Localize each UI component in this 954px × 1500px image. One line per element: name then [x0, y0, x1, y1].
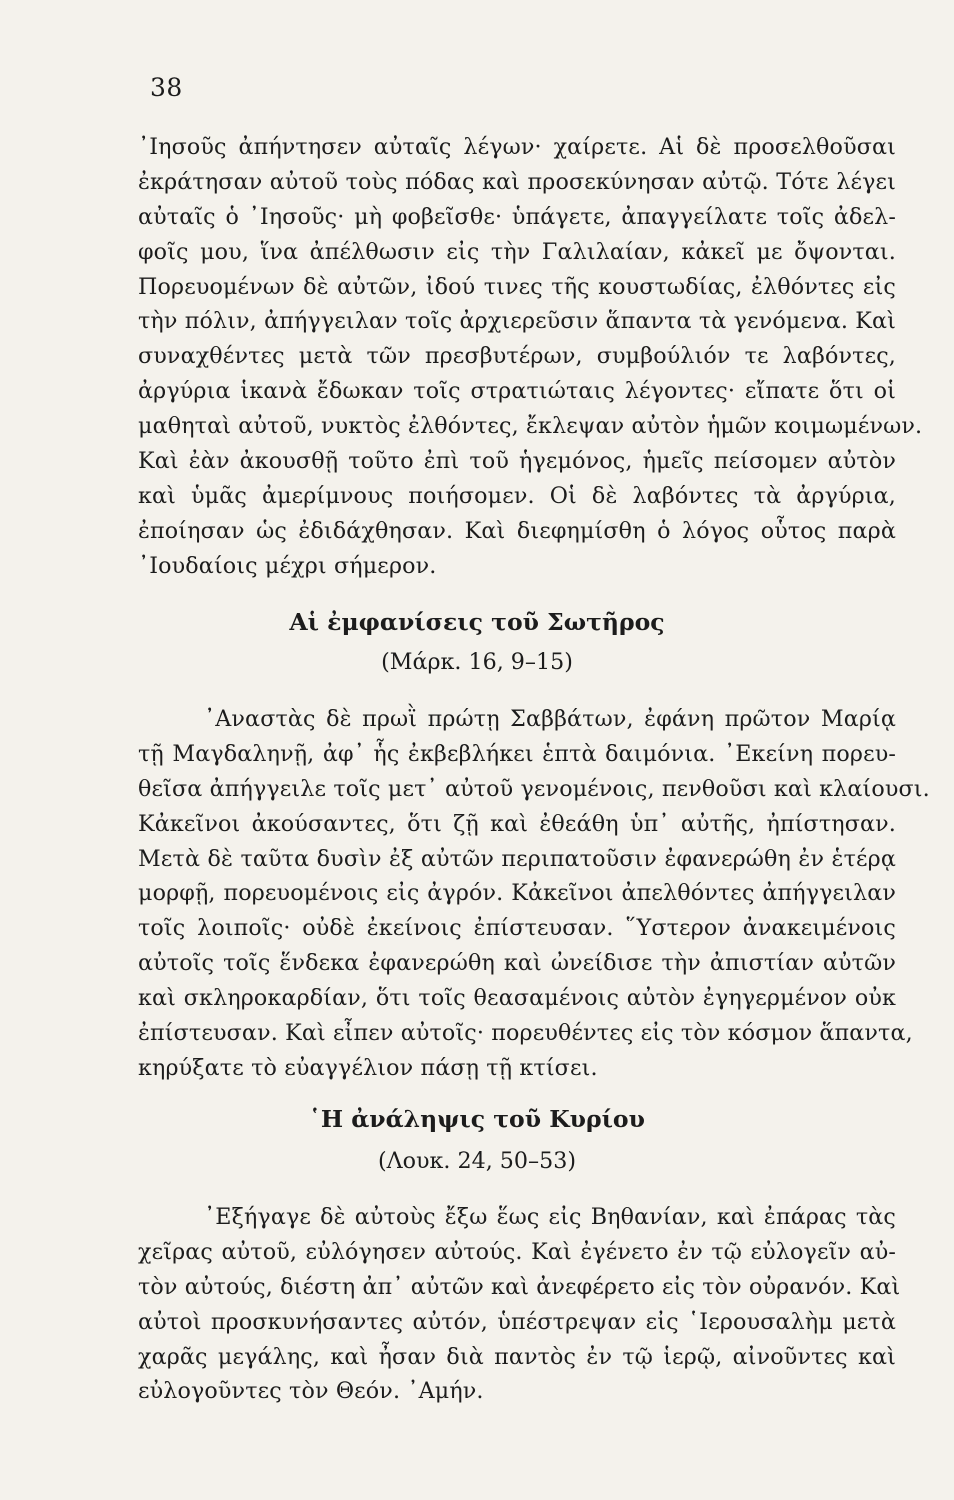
text-line: τὸν αὐτούς, διέστη ἀπ᾿ αὐτῶν καὶ ἀνεφέρετο εἰς τὸν οὐρανόν. Καὶ: [138, 1273, 901, 1300]
text-line: ἐκράτησαν αὐτοῦ τοὺς πόδας καὶ προσεκύνησαν αὐτῷ. Τότε λέγει: [138, 168, 896, 195]
text-line: κηρύξατε τὸ εὐαγγέλιον πάσῃ τῇ κτίσει.: [138, 1054, 598, 1081]
text-line: ᾿Ιησοῦς ἀπήντησεν αὐταῖς λέγων· χαίρετε. Αἱ δὲ προσελθοῦσαι: [138, 134, 896, 160]
section-title-ascension: ῾Η ἀνάληψις τοῦ Κυρίου: [309, 1105, 645, 1133]
text-line: μαθηταὶ αὐτοῦ, νυκτὸς ἐλθόντες, ἔκλεψαν αὐτὸν ἡμῶν κοιμωμένων.: [138, 413, 923, 440]
text-line: συναχθέντες μετὰ τῶν πρεσβυτέρων, συμβούλιόν τε λαβόντες,: [138, 343, 896, 370]
text-line: εὐλογοῦντες τὸν Θεόν. ᾿Αμήν.: [138, 1378, 484, 1405]
text-line: αὐτοῖς τοῖς ἕνδεκα ἐφανερώθη καὶ ὠνείδισε τὴν ἀπιστίαν αὐτῶν: [138, 950, 896, 977]
text-line: καὶ ὑμᾶς ἀμερίμνους ποιήσομεν. Οἱ δὲ λαβόντες τὰ ἀργύρια,: [138, 482, 896, 509]
passage-ascension: [138, 1200, 901, 1409]
text-line: χαρᾶς μεγάλης, καὶ ἦσαν διὰ παντὸς ἐν τῷ ἱερῷ, αἰνοῦντες καὶ: [138, 1343, 896, 1370]
text-line: μορφῇ, πορευομένοις εἰς ἀγρόν. Κἀκεῖνοι ἀπελθόντες ἀπήγγειλαν: [138, 880, 896, 907]
text-line: Πορευομένων δὲ αὐτῶν, ἰδού τινες τῆς κουστωδίας, ἐλθόντες εἰς: [138, 273, 896, 300]
text-line: τῇ Μαγδαληνῇ, ἀφ᾿ ἧς ἐκβεβλήκει ἑπτὰ δαιμόνια. ᾿Εκείνη πορευ-: [138, 740, 896, 767]
section-title-appearances: Αἱ ἐμφανίσεις τοῦ Σωτῆρος: [289, 608, 665, 636]
text-line: ἀργύρια ἱκανὰ ἔδωκαν τοῖς στρατιώταις λέγοντες· εἴπατε ὅτι οἱ: [138, 378, 896, 405]
text-line: θεῖσα ἀπήγγειλε τοῖς μετ᾿ αὐτοῦ γενομένοις, πενθοῦσι καὶ κλαίουσι.: [138, 775, 930, 802]
section-reference-luke: (Λουκ. 24, 50–53): [377, 1148, 577, 1174]
text-line: Κἀκεῖνοι ἀκούσαντες, ὅτι ζῇ καὶ ἐθεάθη ὑπ᾿ αὐτῆς, ἠπίστησαν.: [138, 810, 896, 837]
text-line: τὴν πόλιν, ἀπήγγειλαν τοῖς ἀρχιερεῦσιν ἅπαντα τὰ γενόμενα. Καὶ: [138, 308, 896, 335]
text-line: χεῖρας αὐτοῦ, εὐλόγησεν αὐτούς. Καὶ ἐγένετο ἐν τῷ εὐλογεῖν αὐ-: [138, 1238, 896, 1265]
text-line: ᾿Ιουδαίοις μέχρι σήμερον.: [138, 552, 437, 579]
text-line: ᾿Αναστὰς δὲ πρωῒ πρώτῃ Σαββάτων, ἐφάνη πρῶτον Μαρίᾳ: [204, 706, 896, 732]
text-line: ἐποίησαν ὡς ἐδιδάχθησαν. Καὶ διεφημίσθη ὁ λόγος οὗτος παρὰ: [138, 517, 896, 544]
text-line: φοῖς μου, ἵνα ἀπέλθωσιν εἰς τὴν Γαλιλαίαν, κἀκεῖ με ὄψονται.: [138, 238, 896, 265]
text-line: τοῖς λοιποῖς· οὐδὲ ἐκείνοις ἐπίστευσαν. ῞Υστερον ἀνακειμένοις: [138, 915, 896, 942]
section-reference-mark: (Μάρκ. 16, 9–15): [381, 649, 573, 675]
text-line: Καὶ ἐὰν ἀκουσθῇ τοῦτο ἐπὶ τοῦ ἡγεμόνος, ἡμεῖς πείσομεν αὐτὸν: [138, 448, 896, 475]
text-line: ᾿Εξήγαγε δὲ αὐτοὺς ἔξω ἕως εἰς Βηθανίαν, καὶ ἐπάρας τὰς: [204, 1204, 896, 1230]
text-line: Μετὰ δὲ ταῦτα δυσὶν ἐξ αὐτῶν περιπατοῦσιν ἐφανερώθη ἐν ἑτέρᾳ: [138, 845, 896, 872]
text-line: αὐταῖς ὁ ᾿Ιησοῦς· μὴ φοβεῖσθε· ὑπάγετε, ἀπαγγείλατε τοῖς ἀδελ-: [138, 203, 896, 230]
text-line: ἐπίστευσαν. Καὶ εἶπεν αὐτοῖς· πορευθέντες εἰς τὸν κόσμον ἅπαντα,: [138, 1020, 913, 1047]
text-line: καὶ σκληροκαρδίαν, ὅτι τοῖς θεασαμένοις αὐτὸν ἐγηγερμένον οὐκ: [138, 985, 896, 1012]
text-line: αὐτοὶ προσκυνήσαντες αὐτόν, ὑπέστρεψαν εἰς ῾Ιερουσαλὴμ μετὰ: [138, 1308, 896, 1335]
passage-continuation: [138, 130, 923, 584]
passage-appearances: [138, 702, 930, 1086]
page-number: 38: [150, 73, 183, 102]
